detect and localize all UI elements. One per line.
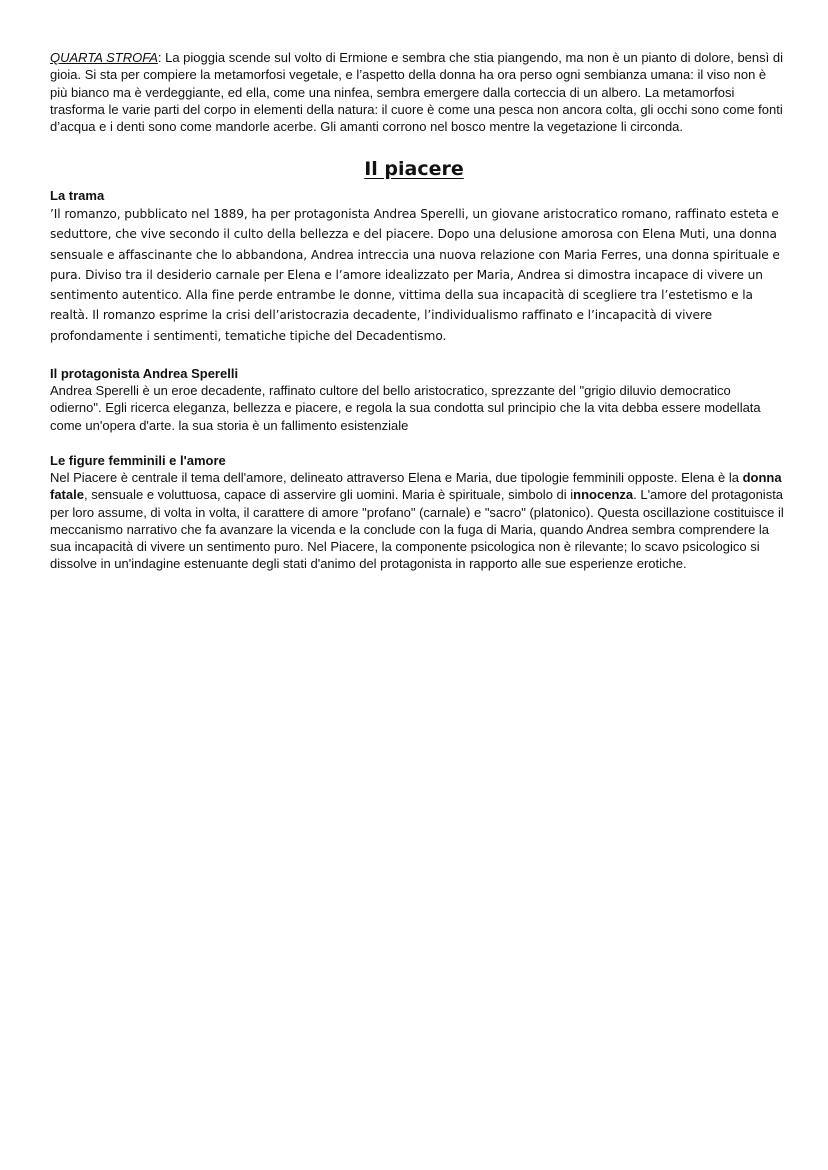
- page-title: Il piacere: [364, 158, 464, 180]
- figure-text-1: Nel Piacere è centrale il tema dell'amore, delineato attraverso Elena e Maria, due tipologie femminili opposte. Elena è la: [50, 470, 743, 485]
- quarta-strofa-text: : La pioggia scende sul volto di Ermione e sembra che stia piangendo, ma non è un pianto di dolore, bensì di gioia. Si sta per compiere la metamorfosi vegetale, e l’aspetto della donna ha ora perso ogni sembianza umana: il viso non è più bianco ma è verdeggiante, ed ella, come una ninfea, sembra emergere dalla corteccia di un albero. La metamorfosi trasforma le varie parti del corpo in elementi della natura: il cuore è come una pesca non ancora colta, gli occhi sono come fonti d’acqua e i denti sono come mandorle acerbe. Gli amanti corrono nel bosco mentre la vegetazione li circonda.: [50, 50, 783, 135]
- trama-heading: La trama: [50, 188, 105, 203]
- figure-paragraph: [50, 469, 785, 573]
- figure-bold-innocenza: nnocenza: [573, 487, 634, 503]
- quarta-strofa-label: QUARTA STROFA: [50, 50, 158, 65]
- figure-heading: Le figure femminili e l'amore: [50, 453, 226, 468]
- trama-paragraph: ’Il romanzo, pubblicato nel 1889, ha per protagonista Andrea Sperelli, un giovane aristocratico romano, raffinato esteta e seduttore, che vive secondo il culto della bellezza e del piacere. Dopo una delusione amorosa con Elena Muti, una donna sensuale e affascinante che lo abbandona, Andrea intreccia una nuova relazione con Maria Ferres, una donna spirituale e pura. Diviso tra il desiderio carnale per Elena e l’amore idealizzato per Maria, Andrea si dimostra incapace di vivere un sentimento autentico. Alla fine perde entrambe le donne, vittima della sua incapacità di scegliere tra l’estetismo e la realtà. Il romanzo esprime la crisi dell’aristocrazia decadente, l’individualismo raffinato e l’incapacità di vivere profondamente i sentimenti, tematiche tipiche del Decadentismo.: [50, 207, 780, 343]
- figure-text-2: , sensuale e voluttuosa, capace di asservire gli uomini. Maria è spirituale, simbolo di i: [83, 487, 574, 503]
- figure-bold-donna-fatale: donna fatale: [50, 470, 782, 503]
- figure-text-3: . L'amore del protagonista per loro assume, di volta in volta, il carattere di amore "profano" (carnale) e "sacro" (platonico). Questa oscillazione costituisce il meccanismo narrativo che fa avanzare la vicenda e la conclude con la fuga di Maria, quando Andrea sembra comprendere la sua incapacità di vivere un sentimento puro. Nel Piacere, la componente psicologica non è rilevante; lo scavo psicologico si dissolve in un'indagine estenuante degli stati d'animo del protagonista in rapporto alle sue esperienze erotiche.: [50, 487, 784, 572]
- protagonista-heading: Il protagonista Andrea Sperelli: [50, 366, 239, 381]
- protagonista-paragraph: Andrea Sperelli è un eroe decadente, raffinato cultore del bello aristocratico, sprezzante del "grigio diluvio democratico odierno". Egli ricerca eleganza, bellezza e piacere, e regola la sua condotta sul principio che la vita debba essere modellata come un'opera d'arte. la sua storia è un fallimento esistenziale: [50, 383, 761, 433]
- quarta-strofa-paragraph: [50, 49, 785, 135]
